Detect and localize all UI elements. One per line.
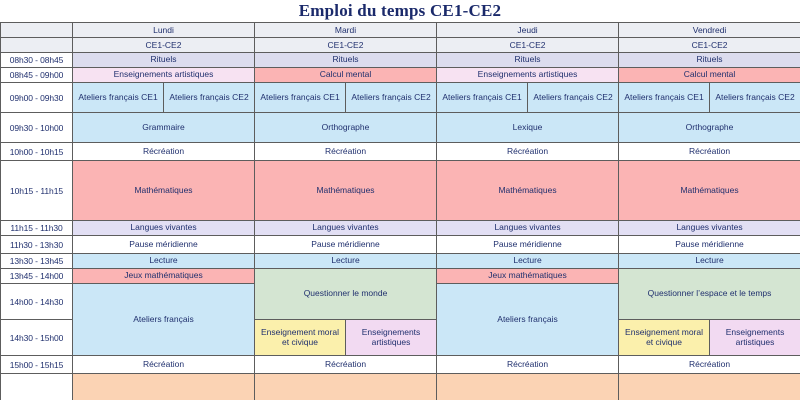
slot-label: Lexique <box>512 121 543 132</box>
table-row <box>1 269 800 284</box>
slot-mardi-artistiques[interactable] <box>346 320 437 356</box>
slot-mardi-emc[interactable] <box>255 320 346 356</box>
table-row <box>1 356 800 374</box>
table-row-partial <box>1 374 800 400</box>
slot-jeudi-ateliers-ce1[interactable] <box>437 83 528 113</box>
slot-lundi-lecture[interactable] <box>73 254 255 269</box>
slot-lundi-partial[interactable] <box>73 374 255 400</box>
slot-lundi-ateliers-ce2[interactable] <box>164 83 255 113</box>
slot-vendredi-lecture[interactable] <box>619 254 800 269</box>
slot-label: Récréation <box>506 358 549 369</box>
slot-label: Récréation <box>142 145 185 156</box>
corner-cell <box>1 23 73 38</box>
slot-vendredi-artistiques[interactable] <box>710 320 800 356</box>
slot-label: Langues vivantes <box>494 222 561 233</box>
slot-label: Récréation <box>324 145 367 156</box>
slot-jeudi-partial[interactable] <box>437 374 619 400</box>
slot-lundi-artistiques[interactable] <box>73 68 255 83</box>
slot-label: Enseignements artistiques <box>477 69 578 80</box>
slot-label: Questionner l’espace et le temps <box>647 288 772 299</box>
slot-label: Enseignements artistiques <box>113 69 214 80</box>
slot-label: Récréation <box>324 358 367 369</box>
slot-lundi-ateliers-francais[interactable] <box>73 284 255 356</box>
table-row <box>1 83 800 113</box>
slot-lundi-mathematiques[interactable] <box>73 161 255 221</box>
time-label: 13h45 - 14h00 <box>1 269 73 284</box>
time-label: 08h30 - 08h45 <box>1 53 73 68</box>
slot-jeudi-lecture[interactable] <box>437 254 619 269</box>
slot-jeudi-jeux-math[interactable] <box>437 269 619 284</box>
slot-label: Questionner le monde <box>303 288 388 299</box>
slot-lundi-rituels[interactable] <box>73 53 255 68</box>
slot-label: Récréation <box>688 145 731 156</box>
slot-mardi-mathematiques[interactable] <box>255 161 437 221</box>
table-row <box>1 143 800 161</box>
slot-mardi-questionner-monde[interactable] <box>255 269 437 320</box>
slot-label: Mathématiques <box>498 184 557 195</box>
slot-label: Rituels <box>696 54 723 65</box>
slot-label: Pause méridienne <box>311 238 380 249</box>
slot-label: Calcul mental <box>319 69 372 80</box>
time-label: 11h30 - 13h30 <box>1 236 73 254</box>
slot-vendredi-orthographe[interactable] <box>619 113 800 143</box>
slot-label: Rituels <box>332 54 359 65</box>
slot-label: Mathématiques <box>134 184 193 195</box>
slot-label: Grammaire <box>142 121 185 132</box>
slot-vendredi-calcul[interactable] <box>619 68 800 83</box>
slot-mardi-recreation-2[interactable] <box>255 356 437 374</box>
slot-vendredi-rituels[interactable] <box>619 53 800 68</box>
slot-mardi-partial[interactable] <box>255 374 437 400</box>
slot-jeudi-ateliers-francais[interactable] <box>437 284 619 356</box>
slot-label: Orthographe <box>685 121 734 132</box>
slot-label: Ateliers français <box>497 313 558 324</box>
slot-mardi-lecture[interactable] <box>255 254 437 269</box>
slot-vendredi-ateliers-ce1[interactable] <box>619 83 710 113</box>
slot-jeudi-langues[interactable] <box>437 221 619 236</box>
slot-label: Langues vivantes <box>676 222 743 233</box>
slot-label: Calcul mental <box>683 69 736 80</box>
slot-vendredi-recreation-2[interactable] <box>619 356 800 374</box>
slot-label: Pause méridienne <box>675 238 744 249</box>
level-header-mardi: CE1-CE2 <box>255 38 437 53</box>
table-row <box>1 236 800 254</box>
time-label: 13h30 - 13h45 <box>1 254 73 269</box>
slot-label: Ateliers français CE1 <box>442 91 522 102</box>
slot-jeudi-recreation[interactable] <box>437 143 619 161</box>
slot-label: Ateliers français CE2 <box>715 91 795 102</box>
slot-lundi-ateliers-ce1[interactable] <box>73 83 164 113</box>
slot-jeudi-recreation-2[interactable] <box>437 356 619 374</box>
level-header-vendredi: CE1-CE2 <box>619 38 800 53</box>
slot-label: Mathématiques <box>316 184 375 195</box>
table-row <box>1 221 800 236</box>
slot-label: Langues vivantes <box>130 222 197 233</box>
slot-label: Pause méridienne <box>129 238 198 249</box>
slot-mardi-rituels[interactable] <box>255 53 437 68</box>
slot-label: Ateliers français CE1 <box>78 91 158 102</box>
slot-label: Enseignements artistiques <box>361 326 421 347</box>
slot-lundi-recreation[interactable] <box>73 143 255 161</box>
level-header-jeudi: CE1-CE2 <box>437 38 619 53</box>
slot-vendredi-questionner-espace-temps[interactable] <box>619 269 800 320</box>
slot-jeudi-artistiques[interactable] <box>437 68 619 83</box>
slot-lundi-grammaire[interactable] <box>73 113 255 143</box>
day-header-lundi: Lundi <box>73 23 255 38</box>
time-label <box>1 374 73 400</box>
slot-label: Rituels <box>514 54 541 65</box>
slot-mardi-pause[interactable] <box>255 236 437 254</box>
slot-jeudi-pause[interactable] <box>437 236 619 254</box>
slot-jeudi-ateliers-ce2[interactable] <box>528 83 619 113</box>
slot-label: Ateliers français CE1 <box>624 91 704 102</box>
slot-label: Enseignement moral et civique <box>261 326 339 347</box>
header-row-days <box>1 23 800 38</box>
slot-label: Ateliers français CE2 <box>533 91 613 102</box>
slot-label: Enseignements artistiques <box>725 326 785 347</box>
slot-label: Ateliers français CE2 <box>169 91 249 102</box>
table-row <box>1 68 800 83</box>
slot-mardi-calcul[interactable] <box>255 68 437 83</box>
slot-label: Orthographe <box>321 121 370 132</box>
slot-mardi-recreation[interactable] <box>255 143 437 161</box>
slot-mardi-orthographe[interactable] <box>255 113 437 143</box>
time-label: 11h15 - 11h30 <box>1 221 73 236</box>
header-row-levels <box>1 38 800 53</box>
slot-label: Lecture <box>513 255 542 266</box>
slot-lundi-pause[interactable] <box>73 236 255 254</box>
slot-label: Ateliers français CE1 <box>260 91 340 102</box>
slot-label: Récréation <box>506 145 549 156</box>
day-header-jeudi: Jeudi <box>437 23 619 38</box>
timetable <box>0 22 800 400</box>
slot-jeudi-lexique[interactable] <box>437 113 619 143</box>
page-title: Emploi du temps CE1-CE2 <box>298 1 502 20</box>
slot-label: Lecture <box>149 255 178 266</box>
time-label: 10h00 - 10h15 <box>1 143 73 161</box>
slot-mardi-langues[interactable] <box>255 221 437 236</box>
slot-label: Jeux mathématiques <box>488 270 567 281</box>
slot-jeudi-mathematiques[interactable] <box>437 161 619 221</box>
slot-lundi-recreation-2[interactable] <box>73 356 255 374</box>
slot-label: Jeux mathématiques <box>124 270 203 281</box>
day-header-mardi: Mardi <box>255 23 437 38</box>
slot-label: Pause méridienne <box>493 238 562 249</box>
time-label: 09h30 - 10h00 <box>1 113 73 143</box>
time-label: 15h00 - 15h15 <box>1 356 73 374</box>
slot-vendredi-recreation[interactable] <box>619 143 800 161</box>
timetable-container <box>0 22 800 400</box>
slot-vendredi-emc[interactable] <box>619 320 710 356</box>
slot-label: Lecture <box>331 255 360 266</box>
slot-label: Lecture <box>695 255 724 266</box>
slot-label: Enseignement moral et civique <box>625 326 704 347</box>
slot-vendredi-partial[interactable] <box>619 374 800 400</box>
time-label: 08h45 - 09h00 <box>1 68 73 83</box>
level-header-lundi: CE1-CE2 <box>73 38 255 53</box>
slot-label: Récréation <box>142 358 185 369</box>
slot-mardi-ateliers-ce2[interactable] <box>346 83 437 113</box>
table-row <box>1 113 800 143</box>
table-row <box>1 53 800 68</box>
slot-vendredi-mathematiques[interactable] <box>619 161 800 221</box>
slot-label: Mathématiques <box>680 184 739 195</box>
time-label: 14h30 - 15h00 <box>1 320 73 356</box>
slot-label: Ateliers français <box>133 313 194 324</box>
slot-lundi-langues[interactable] <box>73 221 255 236</box>
slot-label: Rituels <box>150 54 177 65</box>
slot-mardi-ateliers-ce1[interactable] <box>255 83 346 113</box>
slot-vendredi-pause[interactable] <box>619 236 800 254</box>
table-row <box>1 254 800 269</box>
slot-vendredi-ateliers-ce2[interactable] <box>710 83 800 113</box>
table-row <box>1 161 800 221</box>
slot-label: Langues vivantes <box>312 222 379 233</box>
slot-lundi-jeux-math[interactable] <box>73 269 255 284</box>
slot-jeudi-rituels[interactable] <box>437 53 619 68</box>
day-header-vendredi: Vendredi <box>619 23 800 38</box>
time-label: 14h00 - 14h30 <box>1 284 73 320</box>
slot-vendredi-langues[interactable] <box>619 221 800 236</box>
time-label: 10h15 - 11h15 <box>1 161 73 221</box>
slot-label: Récréation <box>688 358 731 369</box>
slot-label: Ateliers français CE2 <box>351 91 431 102</box>
corner-cell-2 <box>1 38 73 53</box>
time-label: 09h00 - 09h30 <box>1 83 73 113</box>
